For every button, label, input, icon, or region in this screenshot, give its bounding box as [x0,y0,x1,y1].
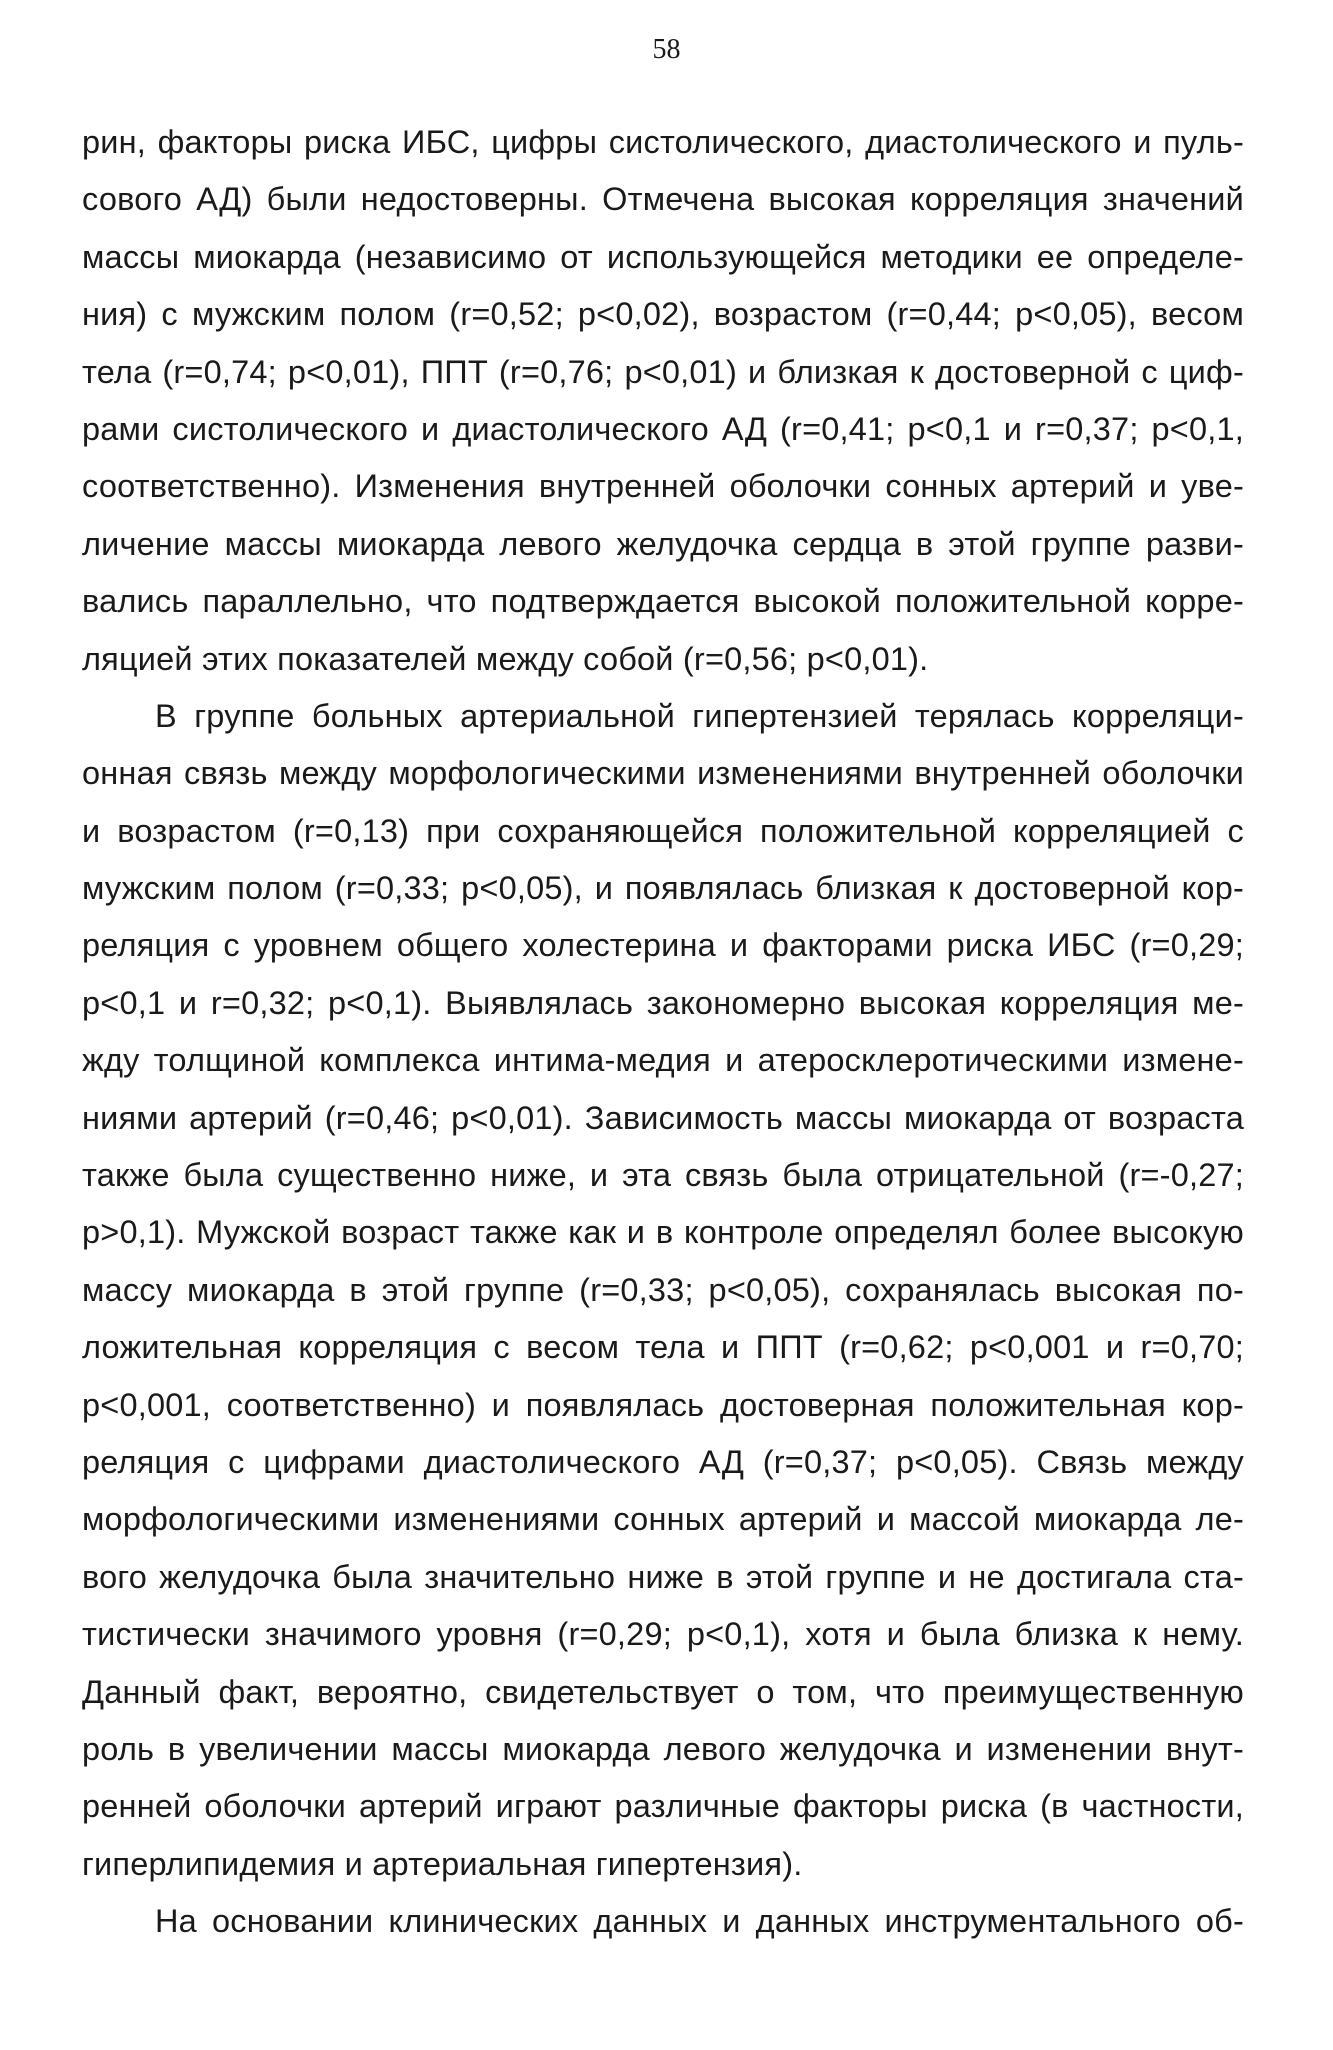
text-line: реляция с уровнем общего холестерина и факторами риска ИБС (r=0,29; [82,927,1244,964]
text-line: ляцией этих показателей между собой (r=0,56; p<0,01). [82,640,929,677]
text-line: В группе больных артериальной гипертензией терялась корреляци- [155,697,1244,734]
text-line: сового АД) были недостоверны. Отмечена высокая корреляция значений [82,181,1244,218]
text-line: также была существенно ниже, и эта связь была отрицательной (r=-0,27; [82,1157,1244,1194]
text-line: вого желудочка была значительно ниже в этой группе и не достигала ста- [82,1558,1244,1595]
text-line: Данный факт, вероятно, свидетельствует о том, что преимущественную [82,1673,1244,1710]
text-line: вались параллельно, что подтверждается высокой положительной корре- [82,583,1244,620]
text-line: ложительная корреляция с весом тела и ППТ (r=0,62; p<0,001 и r=0,70; [82,1329,1244,1366]
text-line: морфологическими изменениями сонных артерий и массой миокарда ле- [82,1501,1244,1538]
paragraph-3 [82,1893,1244,1950]
text-line: тела (r=0,74; p<0,01), ППТ (r=0,76; p<0,01) и близкая к достоверной с циф- [82,353,1244,390]
text-line: жду толщиной комплекса интима-медия и атеросклеротическими измене- [82,1042,1244,1079]
text-line: и возрастом (r=0,13) при сохраняющейся положительной корреляцией с [82,812,1244,849]
document-body [82,114,1244,1951]
text-line: рин, факторы риска ИБС, цифры систолического, диастолического и пуль- [82,124,1244,160]
text-line: реляция с цифрами диастолического АД (r=0,37; p<0,05). Связь между [82,1443,1244,1480]
text-line: роль в увеличении массы миокарда левого желудочка и изменении внут- [82,1730,1244,1767]
text-line: гиперлипидемия и артериальная гипертензия). [82,1845,803,1882]
text-line: массы миокарда (независимо от использующейся методики ее определе- [82,238,1244,275]
text-line: рами систолического и диастолического АД (r=0,41; p<0,1 и r=0,37; p<0,1, [82,410,1244,447]
text-line: массу миокарда в этой группе (r=0,33; p<0,05), сохранялась высокая по- [82,1271,1244,1308]
text-line: ния) с мужским полом (r=0,52; p<0,02), возрастом (r=0,44; p<0,05), весом [82,296,1244,333]
text-line: мужским полом (r=0,33; p<0,05), и появлялась близкая к достоверной кор- [82,870,1244,907]
text-line: p<0,1 и r=0,32; p<0,1). Выявлялась закономерно высокая корреляция ме- [82,984,1244,1021]
text-line: ренней оболочки артерий играют различные факторы риска (в частности, [82,1788,1244,1825]
text-line: На основании клинических данных и данных инструментального об- [155,1903,1244,1940]
text-line: тистически значимого уровня (r=0,29; p<0,1), хотя и была близка к нему. [82,1616,1244,1653]
text-line: ниями артерий (r=0,46; p<0,01). Зависимость массы миокарда от возраста [82,1099,1244,1136]
paragraph-2 [82,688,1244,1893]
text-line: p>0,1). Мужской возраст также как и в контроле определял более высокую [82,1214,1244,1251]
paragraph-1 [82,114,1244,688]
text-line: личение массы миокарда левого желудочка сердца в этой группе разви- [82,525,1244,562]
page-number: 58 [652,34,681,65]
text-line: соответственно). Изменения внутренней оболочки сонных артерий и уве- [82,468,1244,505]
text-line: p<0,001, соответственно) и появлялась достоверная положительная кор- [82,1386,1244,1423]
text-line: онная связь между морфологическими изменениями внутренней оболочки [82,755,1244,792]
